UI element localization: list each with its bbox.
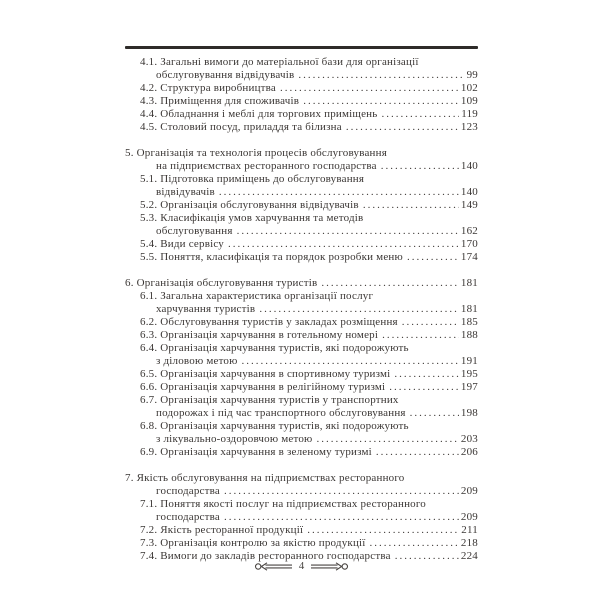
toc-entry-text: 5. Організація та технологія процесів обслуговування bbox=[125, 147, 387, 159]
dot-leader bbox=[237, 225, 459, 238]
toc-line bbox=[125, 498, 478, 511]
page-ref: 181 bbox=[460, 277, 478, 289]
page-ref: 203 bbox=[460, 433, 478, 445]
dot-leader bbox=[321, 277, 459, 290]
toc-entry-text: 6.5. Організація харчування в спортивному туризмі bbox=[140, 368, 391, 380]
dot-leader bbox=[376, 446, 459, 459]
page-ref: 198 bbox=[460, 407, 478, 419]
toc-entry-text: 6. Організація обслуговування туристів bbox=[125, 277, 318, 289]
toc-line bbox=[125, 472, 478, 485]
page-ref: 185 bbox=[460, 316, 478, 328]
toc-line bbox=[125, 420, 478, 433]
toc-line bbox=[125, 147, 478, 160]
toc-line bbox=[125, 394, 478, 407]
toc-entry-text: 5.4. Види сервісу bbox=[140, 238, 224, 250]
dot-leader bbox=[394, 368, 458, 381]
toc-line bbox=[125, 342, 478, 355]
toc-entry-text: відвідувачів bbox=[156, 186, 215, 198]
toc-entry-text: харчування туристів bbox=[156, 303, 256, 315]
toc-entry-text: 5.2. Організація обслуговування відвідувачів bbox=[140, 199, 359, 211]
toc-entry-text: 4.1. Загальні вимоги до матеріальної бази для організації bbox=[140, 56, 419, 68]
page-ref: 99 bbox=[466, 69, 478, 81]
dot-leader bbox=[303, 95, 459, 108]
toc-entry-text: 4.3. Приміщення для споживачів bbox=[140, 95, 300, 107]
toc-entry-text: 6.8. Організація харчування туристів, які подорожують bbox=[140, 420, 409, 432]
toc-line bbox=[125, 199, 478, 212]
toc-line bbox=[125, 82, 478, 95]
toc-line bbox=[125, 537, 478, 550]
dot-leader bbox=[219, 186, 459, 199]
toc-entry-text: обслуговування bbox=[156, 225, 233, 237]
toc-line bbox=[125, 329, 478, 342]
toc-line bbox=[125, 407, 478, 420]
page-ref: 206 bbox=[460, 446, 478, 458]
dot-leader bbox=[259, 303, 459, 316]
dot-leader bbox=[280, 82, 459, 95]
page-ref: 191 bbox=[460, 355, 478, 367]
header-rule bbox=[125, 46, 478, 49]
toc-line bbox=[125, 485, 478, 498]
toc-entry-text: 6.1. Загальна характеристика організації послуг bbox=[140, 290, 374, 302]
page-ref: 109 bbox=[460, 95, 478, 107]
toc-line bbox=[125, 95, 478, 108]
toc-line bbox=[125, 355, 478, 368]
toc-line bbox=[125, 225, 478, 238]
book-page bbox=[125, 46, 478, 563]
footer-ornament-right-icon bbox=[311, 561, 349, 572]
page-ref: 197 bbox=[460, 381, 478, 393]
toc-line bbox=[125, 173, 478, 186]
toc-line bbox=[125, 316, 478, 329]
page-ref: 209 bbox=[460, 511, 478, 523]
dot-leader bbox=[228, 238, 459, 251]
toc-section bbox=[125, 147, 478, 264]
toc-line bbox=[125, 277, 478, 290]
toc-line bbox=[125, 56, 478, 69]
dot-leader bbox=[242, 355, 459, 368]
toc-entry-text: 6.7. Організація харчування туристів у транспортних bbox=[140, 394, 399, 406]
dot-leader bbox=[363, 199, 459, 212]
toc-line bbox=[125, 186, 478, 199]
dot-leader bbox=[381, 160, 459, 173]
dot-leader bbox=[370, 537, 459, 550]
page-ref: 209 bbox=[460, 485, 478, 497]
toc-line bbox=[125, 368, 478, 381]
toc-line bbox=[125, 251, 478, 264]
toc-entry-text: з діловою метою bbox=[156, 355, 238, 367]
toc-line bbox=[125, 121, 478, 134]
toc-entry-text: 7. Якість обслуговування на підприємствах ресторанного bbox=[125, 472, 405, 484]
toc-entry-text: 6.3. Організація харчування в готельному номері bbox=[140, 329, 379, 341]
toc-section bbox=[125, 277, 478, 459]
toc-line bbox=[125, 511, 478, 524]
toc-entry-text: 6.6. Організація харчування в релігійному туризмі bbox=[140, 381, 386, 393]
page-ref: 181 bbox=[460, 303, 478, 315]
toc-line bbox=[125, 433, 478, 446]
toc-section bbox=[125, 56, 478, 134]
dot-leader bbox=[316, 433, 458, 446]
page-ref: 140 bbox=[460, 160, 478, 172]
toc-entry-text: 7.3. Організація контролю за якістю продукції bbox=[140, 537, 366, 549]
toc-entry-text: господарства bbox=[156, 511, 220, 523]
toc-line bbox=[125, 381, 478, 394]
toc-entry-text: 7.1. Поняття якості послуг на підприємствах ресторанного bbox=[140, 498, 427, 510]
page-ref: 140 bbox=[460, 186, 478, 198]
footer-ornament-left-icon bbox=[254, 561, 292, 572]
page-ref: 119 bbox=[461, 108, 478, 120]
toc-entry-text: 5.1. Підготовка приміщень до обслуговування bbox=[140, 173, 365, 185]
toc-entry-text: 4.4. Обладнання і меблі для торгових приміщень bbox=[140, 108, 378, 120]
toc-line bbox=[125, 303, 478, 316]
toc-line bbox=[125, 238, 478, 251]
dot-leader bbox=[389, 381, 459, 394]
dot-leader bbox=[346, 121, 459, 134]
page-ref: 162 bbox=[460, 225, 478, 237]
toc-entry-text: 7.4. Вимоги до закладів ресторанного господарства bbox=[140, 550, 391, 562]
page-ref: 218 bbox=[460, 537, 478, 549]
toc-entry-text: 6.4. Організація харчування туристів, які подорожують bbox=[140, 342, 409, 354]
toc-entry-text: подорожах і під час транспортного обслуговування bbox=[156, 407, 406, 419]
toc-section bbox=[125, 472, 478, 563]
toc-line bbox=[125, 446, 478, 459]
toc-entry-text: 4.2. Структура виробництва bbox=[140, 82, 277, 94]
toc-entry-text: 4.5. Столовий посуд, приладдя та білизна bbox=[140, 121, 342, 133]
toc-entry-text: 5.5. Поняття, класифікація та порядок розробки меню bbox=[140, 251, 403, 263]
dot-leader bbox=[410, 407, 459, 420]
page-footer bbox=[125, 560, 478, 572]
page-ref: 211 bbox=[461, 524, 478, 536]
toc-line bbox=[125, 69, 478, 82]
dot-leader bbox=[298, 69, 464, 82]
dot-leader bbox=[382, 329, 459, 342]
page-ref: 224 bbox=[460, 550, 478, 562]
page-ref: 188 bbox=[460, 329, 478, 341]
dot-leader bbox=[307, 524, 459, 537]
toc-line bbox=[125, 212, 478, 225]
toc-entry-text: з лікувально-оздоровчою метою bbox=[156, 433, 313, 445]
dot-leader bbox=[224, 511, 459, 524]
page-ref: 149 bbox=[460, 199, 478, 211]
page-ref: 174 bbox=[460, 251, 478, 263]
toc bbox=[125, 56, 478, 563]
toc-entry-text: 6.9. Організація харчування в зеленому туризмі bbox=[140, 446, 372, 458]
toc-entry-text: на підприємствах ресторанного господарства bbox=[156, 160, 377, 172]
page-ref: 123 bbox=[460, 121, 478, 133]
page-ref: 195 bbox=[460, 368, 478, 380]
toc-line bbox=[125, 160, 478, 173]
toc-entry-text: 5.3. Класифікація умов харчування та методів bbox=[140, 212, 364, 224]
toc-line bbox=[125, 524, 478, 537]
dot-leader bbox=[402, 316, 459, 329]
dot-leader bbox=[407, 251, 459, 264]
toc-entry-text: 6.2. Обслуговування туристів у закладах розміщення bbox=[140, 316, 398, 328]
page-ref: 102 bbox=[460, 82, 478, 94]
toc-entry-text: 7.2. Якість ресторанної продукції bbox=[140, 524, 304, 536]
toc-line bbox=[125, 290, 478, 303]
dot-leader bbox=[381, 108, 459, 121]
page-ref: 170 bbox=[460, 238, 478, 250]
dot-leader bbox=[224, 485, 459, 498]
footer-page-number: 4 bbox=[298, 560, 305, 572]
toc-line bbox=[125, 108, 478, 121]
toc-entry-text: обслуговування відвідувачів bbox=[156, 69, 295, 81]
toc-entry-text: господарства bbox=[156, 485, 220, 497]
